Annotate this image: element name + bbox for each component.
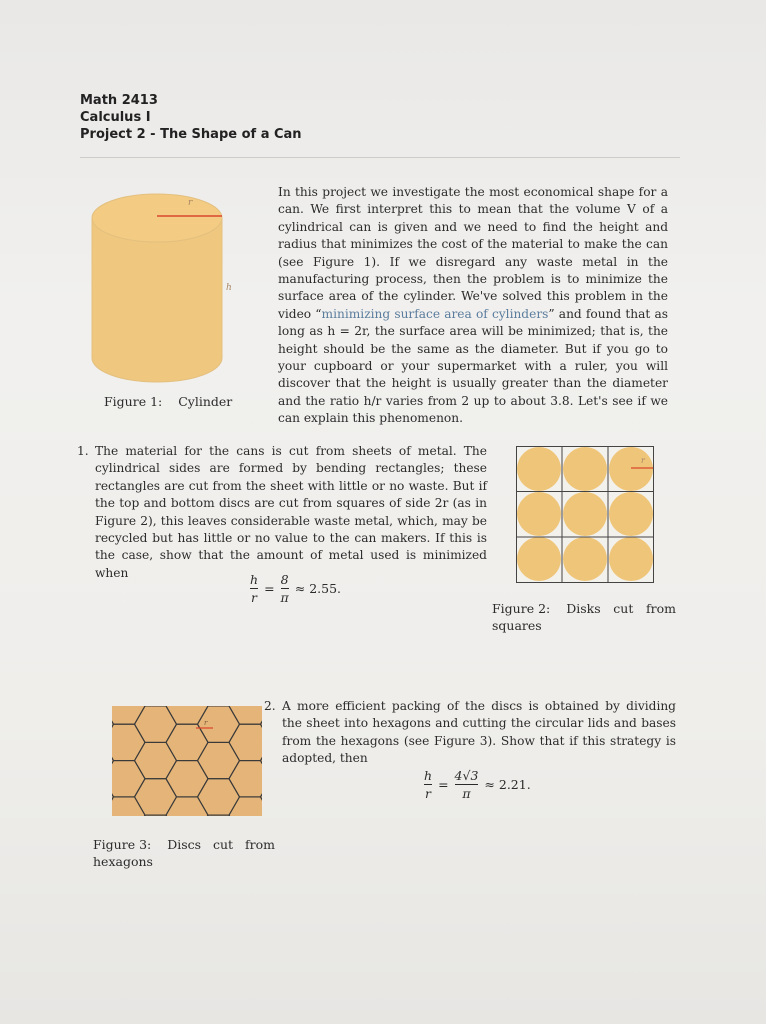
figure-2-disks [516, 446, 656, 584]
problem-1 [77, 443, 487, 582]
eq2-approx: ≈ 2.21. [484, 777, 531, 792]
figure-3-caption-text: Discs cut from hexagons [93, 837, 275, 869]
figure-1-cylinder [88, 186, 238, 386]
eq1-equals: = [264, 581, 275, 596]
problem-2-text: A more efficient packing of the discs is obtained by dividing the sheet into hexagons and cutting the circular lids and bases from the hexagons (see Figure 3). Show that if this strategy is adopted, then [282, 699, 676, 766]
problem-1-text: The material for the cans is cut from sheets of metal. The cylindrical sides are formed by bending rectangles; these rectangles are cut from the sheet with little or no waste. But if the top and bottom discs are cut from squares of side 2r (as in Figure 2), this leaves considerable waste metal, which, may be recycled but has little or no value to the can makers. If this is the case, show that the amount of metal used is minimized when [95, 444, 487, 580]
figure-2-caption-text: Disks cut from squares [492, 601, 676, 633]
eq1-rhs: $\frac{8}{\pi}$ [280, 572, 289, 605]
video-link[interactable]: minimizing surface area of cylinders [321, 306, 549, 321]
figure-2-label: Figure 2: [492, 601, 551, 616]
intro-text-1: In this project we investigate the most economical shape for a can. We first interpret this to mean that the volume V of a cylindrical can is given and we need to find the height and radius that minimizes the cost of the material to make the can (see Figure 1). If we disregard any waste metal in the manufacturing process, then the problem is to minimize the surface area of the cylinder. We've solved this problem in the video “ [278, 185, 668, 321]
figure-1-caption [104, 393, 232, 410]
hexagon-cell [261, 779, 303, 815]
disk [609, 447, 653, 491]
radius-label: r [188, 198, 193, 208]
course-subject: Calculus I [80, 110, 151, 125]
hexagon-cell [292, 797, 334, 833]
problem-2 [264, 698, 676, 768]
disk [517, 447, 561, 491]
problem-2-number: 2. [264, 699, 276, 713]
header-divider [80, 157, 680, 158]
hexagon-cell [292, 833, 334, 869]
hexagon-cell [166, 651, 208, 687]
hexagon-cell [135, 670, 177, 706]
disk [517, 492, 561, 536]
eq1-approx: ≈ 2.55. [294, 581, 342, 596]
disk [609, 537, 653, 581]
figure-3-hexagons [112, 706, 262, 816]
course-title: Math 2413 [80, 93, 158, 108]
figure-3-caption [93, 836, 275, 870]
hexagon-cell [72, 670, 114, 706]
figure-3-label: Figure 3: [93, 837, 152, 852]
radius-label: r [204, 719, 208, 727]
disk [563, 492, 607, 536]
height-label: h [226, 283, 232, 293]
cylinder-top [92, 194, 222, 242]
eq2-equals: = [438, 777, 449, 792]
disk [563, 447, 607, 491]
eq2-lhs: $\frac{h}{r}$ [424, 768, 433, 801]
cylinder-body [92, 218, 222, 382]
radius-label: r [641, 456, 645, 465]
hexagon-cell [292, 651, 334, 687]
hexagon-cell [229, 651, 271, 687]
disk [563, 537, 607, 581]
eq1-lhs: $\frac{h}{r}$ [250, 572, 259, 605]
disk [609, 492, 653, 536]
figure-1-caption-text: Cylinder [178, 394, 233, 409]
document-header [80, 92, 302, 143]
hexagon-cell [72, 706, 114, 742]
equation-1 [250, 572, 341, 605]
hexagon-cell [103, 651, 145, 687]
figure-2-caption [492, 600, 676, 634]
intro-paragraph [278, 184, 668, 428]
equation-2 [424, 768, 531, 801]
hexagon-cell [72, 779, 114, 815]
intro-text-2: ” and found that as long as h = 2r, the surface area will be minimized; that is, the height should be the same as the diameter. But if you go to your cupboard or your supermarket with a ruler, you will discover that the height is usually greater than the diameter and the ratio h/r varies from 2 up to about 3.8. Let's see if we can explain this phenomenon. [278, 306, 668, 426]
hexagon-cell [198, 670, 240, 706]
eq2-rhs: $\frac{4√3}{\pi}$ [454, 768, 479, 801]
hexagon-cell [72, 742, 114, 778]
project-title: Project 2 - The Shape of a Can [80, 127, 302, 142]
figure-1-label: Figure 1: [104, 394, 163, 409]
disk [517, 537, 561, 581]
problem-1-number: 1. [77, 444, 89, 458]
